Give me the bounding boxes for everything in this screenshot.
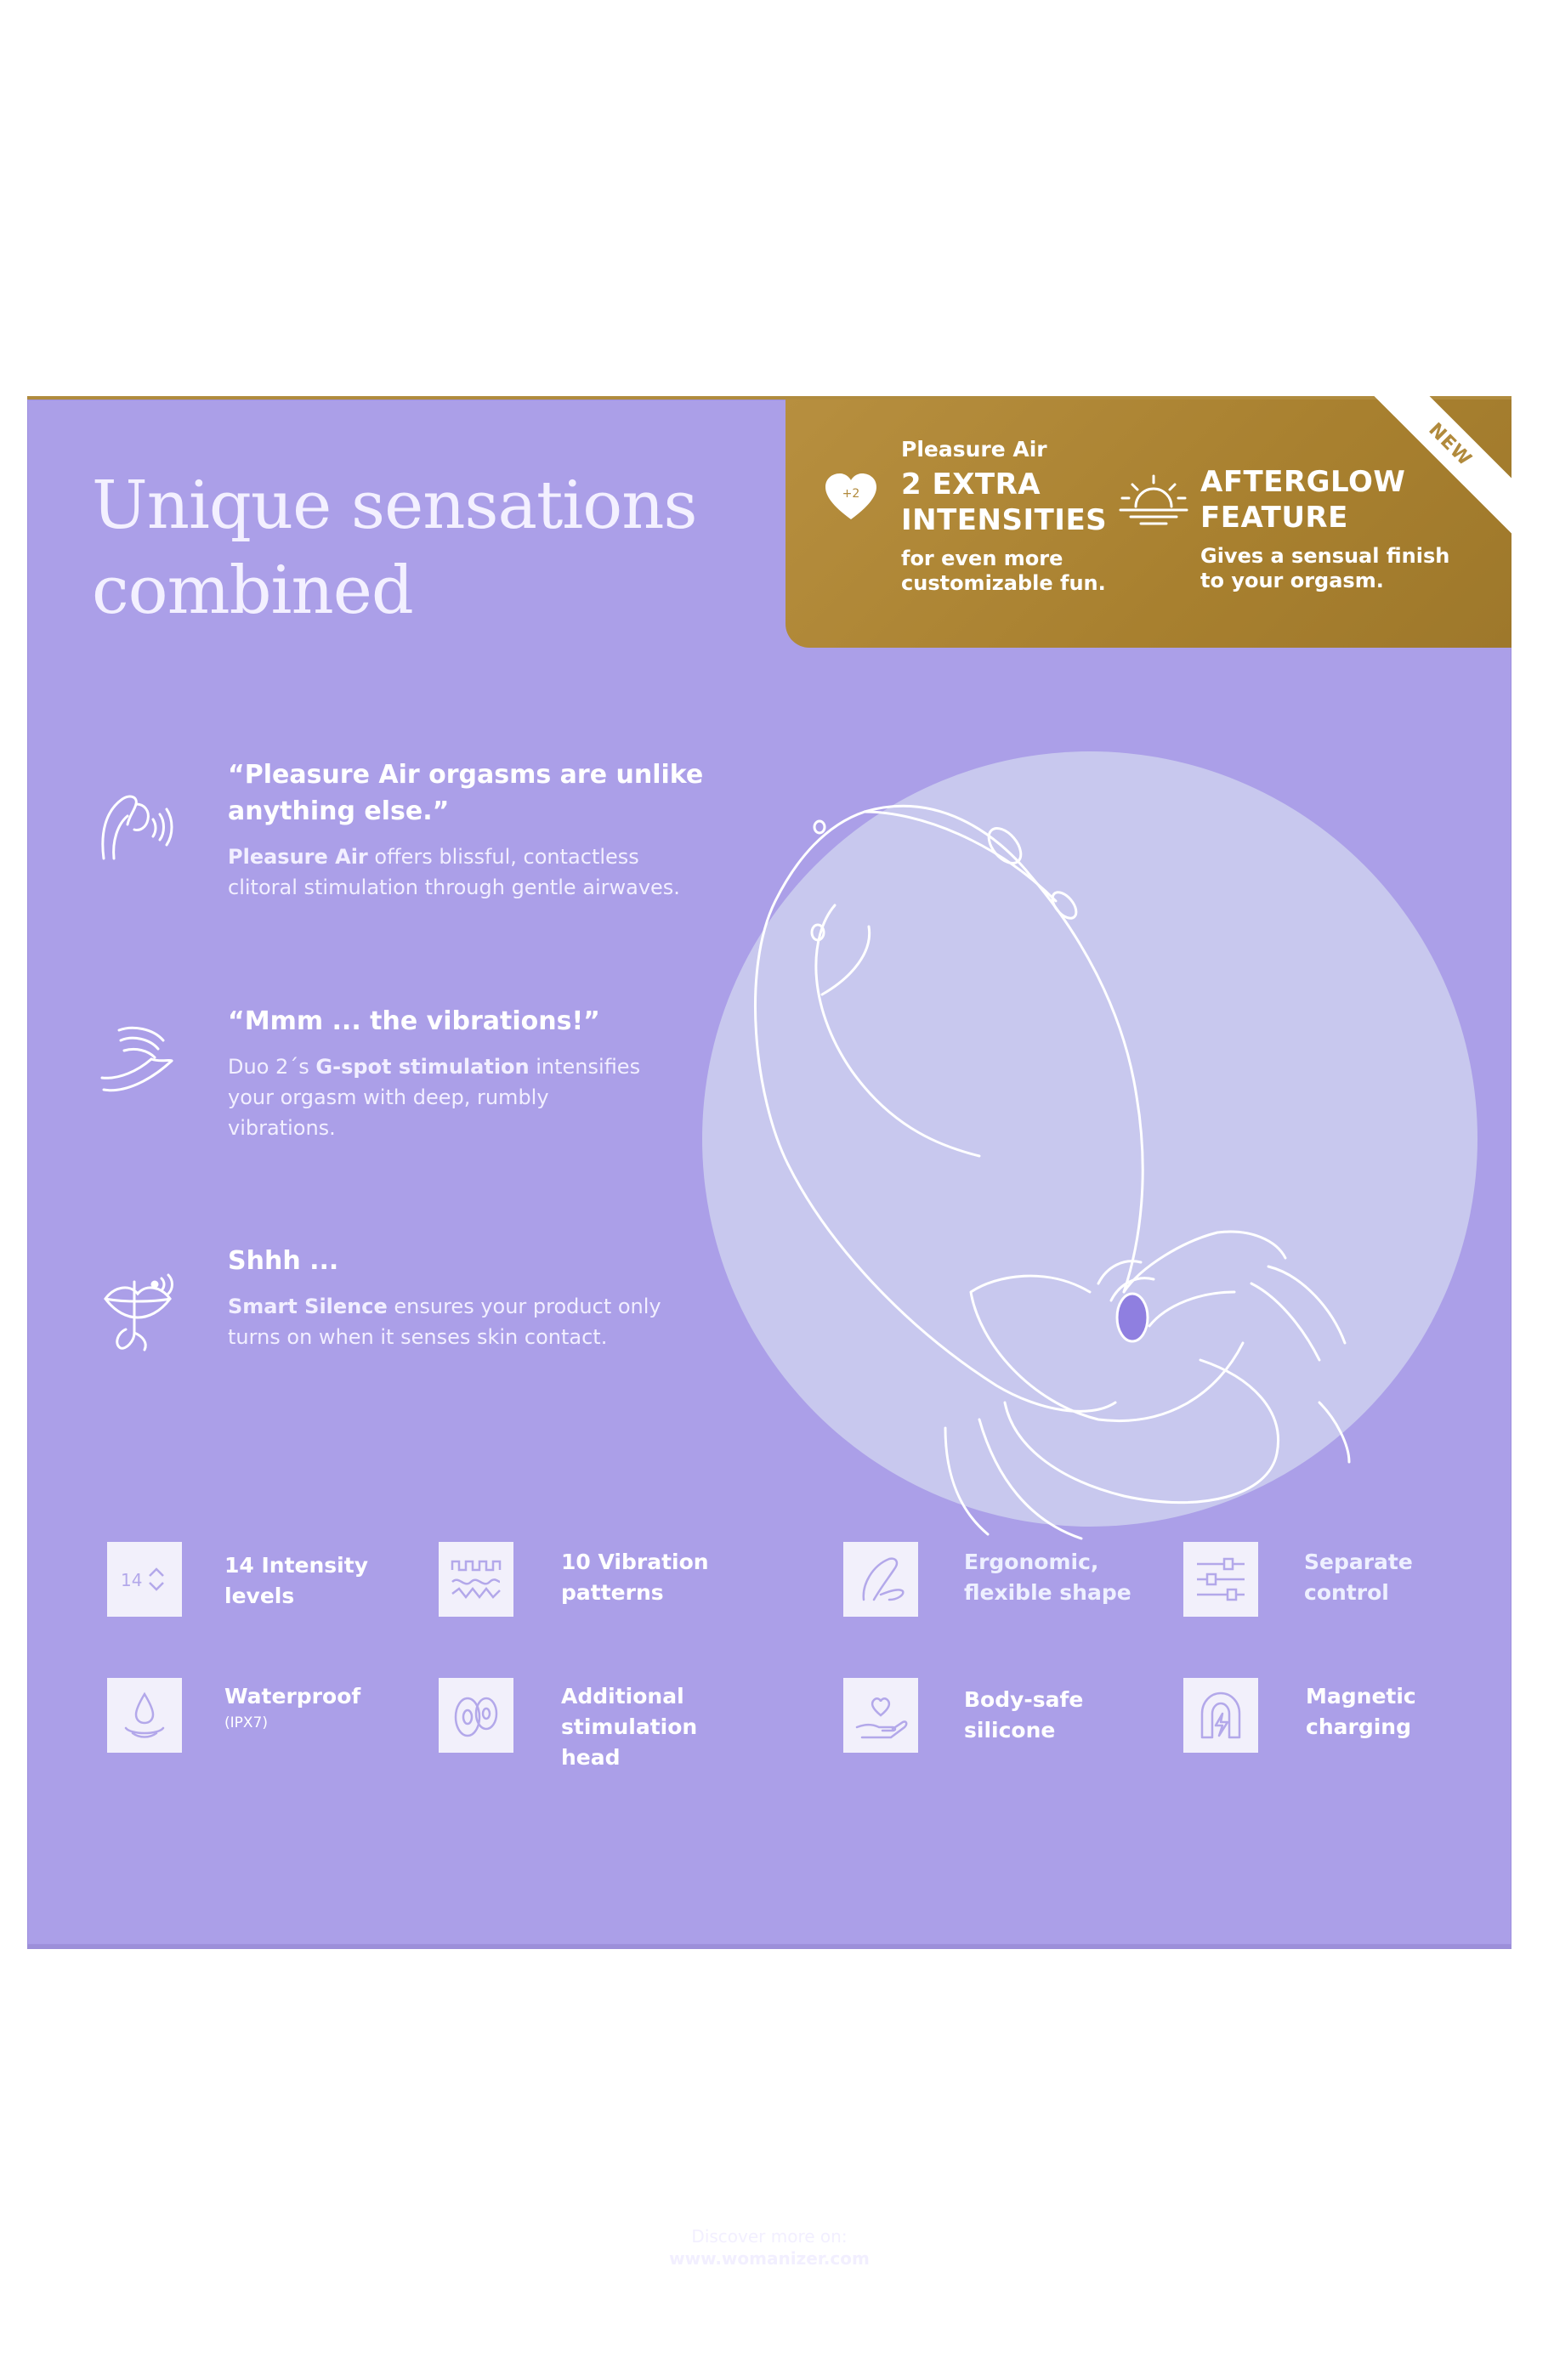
- extra-intensities-title-2: INTENSITIES: [901, 503, 1108, 537]
- feature-vibrations-text: [228, 1003, 704, 1143]
- new-badge: NEW: [1347, 341, 1554, 549]
- product-box-back: [27, 396, 1511, 2269]
- spec-intensity-label: 14 Intensity levels: [224, 1553, 368, 1608]
- heart-icon-badge: +2: [842, 487, 860, 501]
- footer-discover-text: Discover more on:: [691, 2226, 848, 2247]
- footer: [27, 2225, 1511, 2270]
- flexible-shape-icon: [843, 1542, 918, 1617]
- spec-magnetic-label: Magnetic charging: [1306, 1684, 1416, 1739]
- spec-silicone-label: Body-safe silicone: [964, 1687, 1084, 1742]
- stimulation-head-icon: [439, 1678, 513, 1753]
- water-drop-icon: [107, 1678, 182, 1753]
- new-features-panel: [786, 400, 1511, 648]
- feature-vibrations-title: “Mmm ... the vibrations!”: [228, 1006, 600, 1036]
- sliders-icon: [1183, 1542, 1258, 1617]
- sunset-icon: [1119, 473, 1188, 527]
- feature-pleasure-air-body: Pleasure Air offers blissful, contactless clitoral stimulation through gentle airwaves.: [228, 845, 680, 899]
- spec-vibration-label: 10 Vibration patterns: [561, 1550, 709, 1605]
- feature-vibrations-body: Duo 2´s G-spot stimulation intensifies your orgasm with deep, rumbly vibrations.: [228, 1055, 641, 1140]
- spec-shape-label: Ergonomic, flexible shape: [964, 1550, 1131, 1605]
- feature-pleasure-air-text: [228, 756, 704, 903]
- feature-smart-silence-text: [228, 1243, 704, 1352]
- spec-control-label: Separate control: [1304, 1550, 1413, 1605]
- feature-pleasure-air-title: “Pleasure Air orgasms are unlike anything else.”: [228, 760, 704, 826]
- afterglow-title-1: AFTERGLOW: [1200, 465, 1406, 499]
- shush-lips-icon: [100, 1273, 185, 1355]
- spec-stim-head-label: Additional stimulation head: [561, 1684, 698, 1770]
- heart-icon: [824, 472, 878, 523]
- headline-line-2: combined: [92, 552, 413, 629]
- extra-intensities-kicker: Pleasure Air: [901, 437, 1047, 462]
- afterglow-block: [1200, 464, 1449, 593]
- device-illustration: [724, 731, 1506, 1547]
- magnet-charge-icon: [1183, 1678, 1258, 1753]
- feature-smart-silence-body: Smart Silence ensures your product only turns on when it senses skin contact.: [228, 1295, 661, 1349]
- headline-line-1: Unique sensations: [92, 468, 697, 544]
- spec-waterproof-note: (IPX7): [224, 1714, 268, 1731]
- headline: [92, 463, 697, 633]
- extra-intensities-title-1: 2 EXTRA: [901, 468, 1041, 502]
- footer-website-link[interactable]: www.womanizer.com: [669, 2248, 870, 2269]
- extra-intensities-sub-2: customizable fun.: [901, 571, 1106, 595]
- vibration-pattern-icon: [439, 1542, 513, 1617]
- vibration-wave-icon: [99, 1022, 184, 1098]
- heart-hand-icon: [843, 1678, 918, 1753]
- extra-intensities-sub-1: for even more: [901, 547, 1063, 570]
- airwave-hand-icon: [97, 790, 182, 862]
- afterglow-sub-2: to your orgasm.: [1200, 569, 1384, 592]
- feature-smart-silence-title: Shhh ...: [228, 1246, 339, 1276]
- extra-intensities-block: [901, 437, 1107, 596]
- intensity-stepper-icon: [107, 1542, 182, 1617]
- spec-waterproof-label: Waterproof (IPX7): [224, 1681, 420, 1734]
- afterglow-title-2: FEATURE: [1200, 501, 1348, 535]
- afterglow-sub-1: Gives a sensual finish: [1200, 544, 1450, 568]
- svg-text:14: 14: [121, 1570, 143, 1590]
